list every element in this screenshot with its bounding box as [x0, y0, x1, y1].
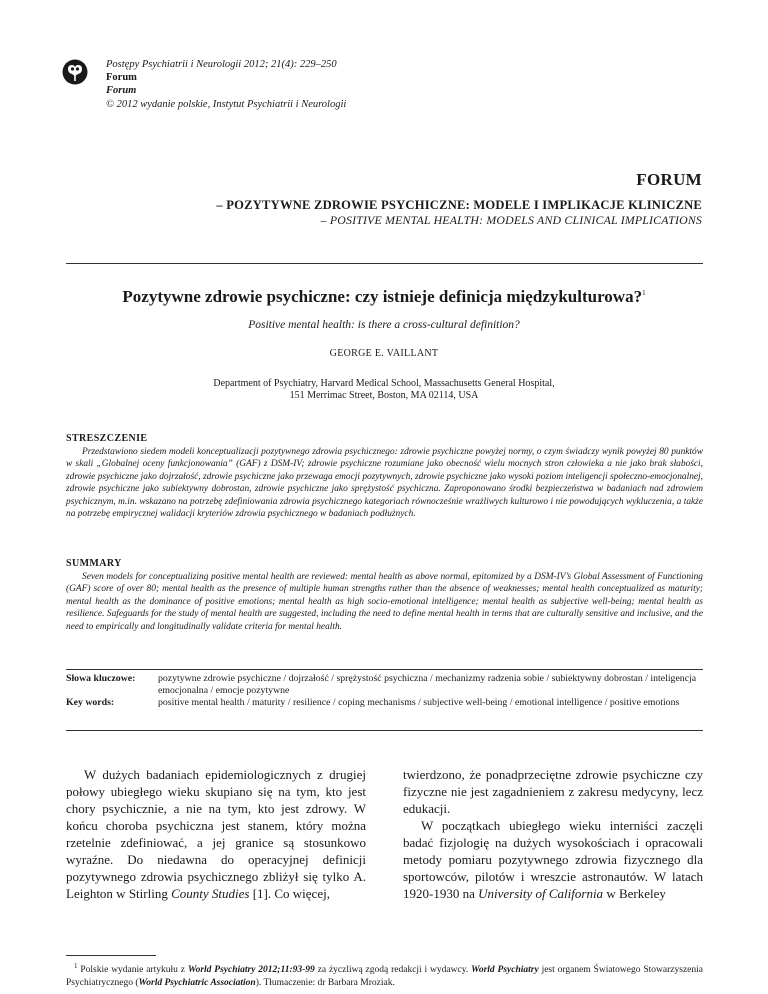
abstract-en-heading: SUMMARY: [66, 558, 122, 569]
body-paragraph: twierdzono, że ponadprzeciętne zdrowie psychiczne czy fizyczne nie jest zagadnieniem z zakresu medycyny, lecz edukacji.: [403, 767, 703, 816]
journal-citation: Postępy Psychiatrii i Neurologii 2012; 21(4): 229–250: [106, 59, 337, 70]
keywords-en-text: positive mental health / maturity / resilience / coping mechanisms / subjective well-being / emotional intelligence / positive emotions: [158, 697, 680, 709]
footnote-text: jest organem Światowego Stowarzyszenia Psychiatrycznego (: [66, 965, 703, 988]
title-footnote-mark: 1: [642, 289, 646, 297]
forum-label-italic: Forum: [106, 85, 137, 97]
body-paragraph: [403, 817, 703, 902]
forum-title: FORUM: [636, 170, 702, 189]
body-text-italic: University of California: [478, 886, 604, 901]
author-affiliation: [0, 378, 768, 403]
body-text: [1]. Co więcej,: [249, 886, 330, 901]
footnote-text: Polskie wydanie artykułu z: [77, 965, 188, 976]
footnote-journal: World Psychiatry: [471, 965, 539, 976]
body-text-italic: County Studies: [171, 886, 250, 901]
theme-title-pl: – POZYTYWNE ZDROWIE PSYCHICZNE: MODELE I IMPLIKACJE KLINICZNE: [216, 198, 702, 212]
journal-header: [106, 58, 346, 111]
abstract-pl-text: Przedstawiono siedem modeli konceptualizacji pozytywnego zdrowia psychicznego: zdrowie psychiczne powyżej normy, o czym świadczy wynik powyżej 80 punktów w skali „Globalnej oceny funkcjonowania” (GAF) z DSM-IV; zdrowie psychiczne rozumiane jako obecność wielu mocnych stron człowieka a nie jako brak słabości, zdrowie psychiczne jako dojrzałość, zdrowie psychiczne jako przewaga emocji pozytywnych, zdrowie psychiczne jako wysoki poziom inteligencji społeczno-emocjonalnej, zdrowie psychiczne jako subiektywny dobrostan, zdrowie psychiczne jako sprężystość psychiczna. Zaproponowano środki bezpieczeństwa w badaniach nad zdrowiem psychicznym, m.in. wskazano na potrzebę zdefiniowania zdrowia psychicznego kategoriach równocześnie wrażliwych kulturowo i nie powodujących wykluczenia, a także na potrzebę empirycznej walidacji kryteriów zdrowia psychicznego w badaniach podłużnych.: [66, 447, 703, 520]
keywords-bottom-divider: [66, 730, 703, 731]
footnote-text: za życzliwą zgodą redakcji i wydawcy.: [314, 965, 472, 976]
footnote-divider: [66, 955, 156, 956]
abstract-en-text: Seven models for conceptualizing positive mental health are reviewed: mental health as above normal, epitomized by a DSM-IV’s Global Assessment of Functioning (GAF) score of over 80; mental health as the presence of multiple human strengths rather than the absence of weaknesses; mental health conceptualized as maturity; mental health as the dominance of positive emotions; mental health as high socio-emotional intelligence; mental health as subjective well-being; mental health as resilience. Safeguards for the study of mental health are suggested, including the need to define mental health in terms that are culturally sensitive and inclusive, and the need to empirically and longitudinally validate criteria for mental health.: [66, 572, 703, 632]
author-name: GEORGE E. VAILLANT: [329, 348, 439, 359]
footnote-text: ). Tłumaczenie: dr Barbara Mroziak.: [255, 977, 395, 988]
keywords-en-label: Key words:: [66, 697, 115, 709]
footnote: [66, 960, 703, 989]
keywords-top-divider: [66, 669, 703, 670]
affiliation-line-1: Department of Psychiatry, Harvard Medical School, Massachusetts General Hospital,: [213, 378, 555, 389]
body-column-left: [66, 766, 366, 902]
institute-logo-icon: [62, 59, 88, 85]
keywords-pl-row: [66, 673, 703, 697]
theme-title-en: – POSITIVE MENTAL HEALTH: MODELS AND CLINICAL IMPLICATIONS: [320, 213, 702, 227]
header-divider: [66, 263, 703, 264]
forum-label-bold: Forum: [106, 72, 137, 84]
article-title: [0, 287, 768, 307]
footnote-association: World Psychiatric Association: [138, 977, 256, 988]
body-column-right: [403, 766, 703, 902]
body-text: w Berkeley: [603, 886, 666, 901]
article-title-text: Pozytywne zdrowie psychiczne: czy istnieje definicja międzykulturowa?: [122, 287, 643, 306]
footnote-citation: World Psychiatry 2012;11:93-99: [187, 965, 315, 976]
keywords-en-row: [66, 697, 703, 709]
keywords-block: [66, 673, 703, 710]
abstract-pl-heading: STRESZCZENIE: [66, 433, 148, 444]
footnote-mark: 1: [74, 962, 78, 970]
article-subtitle: Positive mental health: is there a cross-cultural definition?: [248, 319, 520, 331]
copyright-line: © 2012 wydanie polskie, Instytut Psychiatrii i Neurologii: [106, 98, 347, 110]
body-text: W początkach ubiegłego wieku interniści zaczęli badać fizjologię na dużych wysokościach i opracowali metody pomiaru pozytywnego zdrowia fizycznego dla sportowców, pilotów i wreszcie astronautów. W latach 1920-1930 na: [403, 818, 703, 901]
body-text: W dużych badaniach epidemiologicznych z drugiej połowy ubiegłego wieku skupiano się na tym, kto jest chory psychicznie, a nie na tym, kto jest zdrowy. W końcu choroba psychiczna jest stanem, który można rzetelnie zdefiniować, a jej granice są stosunkowo wyraźne. Do niedawna do operacyjnej definicji pozytywnego zdrowia psychicznego zbliżył się tylko A. Leighton w Stirling: [66, 767, 366, 901]
keywords-pl-label: Słowa kluczowe:: [66, 673, 136, 684]
affiliation-line-2: 151 Merrimac Street, Boston, MA 02114, USA: [289, 390, 479, 402]
keywords-pl-text: pozytywne zdrowie psychiczne / dojrzałość / sprężystość psychiczna / mechanizmy radzenia sobie / subiektywny dobrostan / inteligencja emocjonalna / emocje pozytywne: [158, 673, 697, 697]
body-paragraph: [66, 766, 366, 902]
